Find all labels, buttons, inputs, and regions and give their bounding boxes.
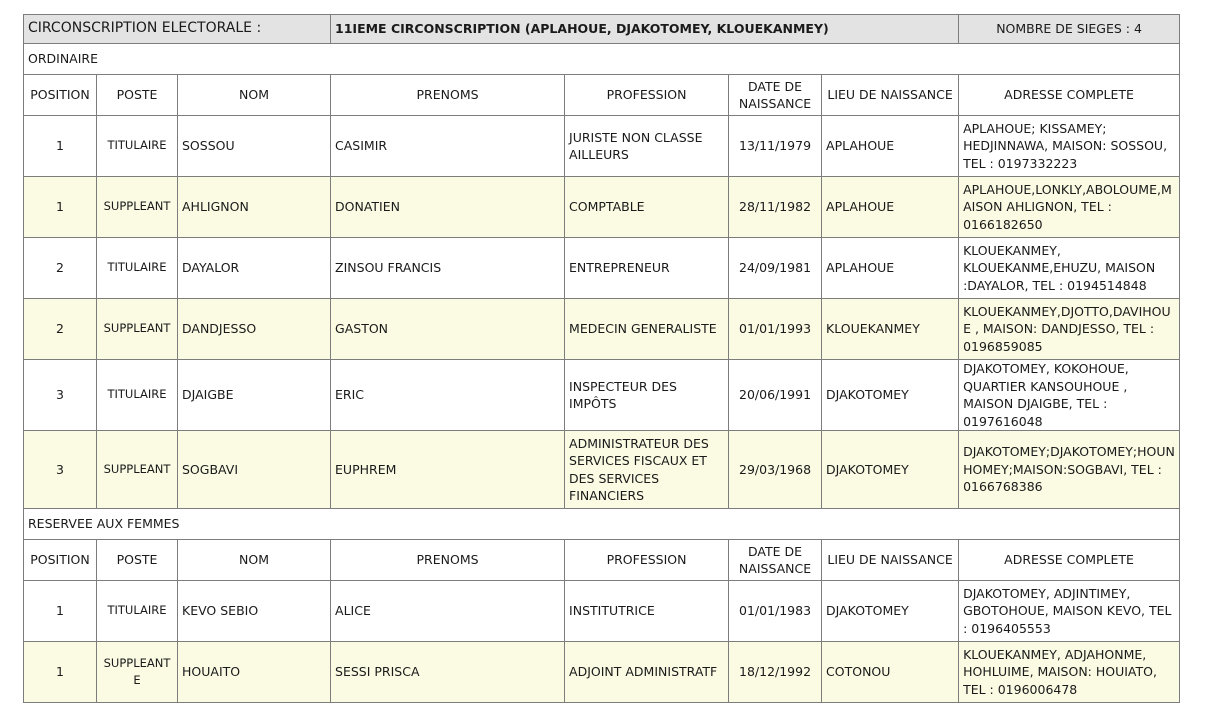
cell-lieu: APLAHOUE bbox=[822, 177, 959, 238]
table-row bbox=[24, 431, 1180, 509]
col-position: POSITION bbox=[24, 540, 97, 581]
table-row bbox=[24, 116, 1180, 177]
col-prenoms: PRENOMS bbox=[331, 75, 565, 116]
col-poste: POSTE bbox=[97, 75, 178, 116]
cell-adresse: KLOUEKANMEY, KLOUEKANME,EHUZU, MAISON :DAYALOR, TEL : 0194514848 bbox=[959, 238, 1180, 299]
col-adresse: ADRESSE COMPLETE bbox=[959, 540, 1180, 581]
section-femmes bbox=[24, 509, 1180, 540]
cell-nom: SOSSOU bbox=[178, 116, 331, 177]
cell-prenoms: ZINSOU FRANCIS bbox=[331, 238, 565, 299]
cell-date: 29/03/1968 bbox=[729, 431, 822, 509]
cell-date: 01/01/1993 bbox=[729, 299, 822, 360]
cell-position: 3 bbox=[24, 360, 97, 431]
column-header-row bbox=[24, 75, 1180, 116]
column-header-row bbox=[24, 540, 1180, 581]
cell-poste: TITULAIRE bbox=[97, 581, 178, 642]
col-date-naissance: DATE DE NAISSANCE bbox=[729, 540, 822, 581]
cell-date: 13/11/1979 bbox=[729, 116, 822, 177]
cell-position: 1 bbox=[24, 177, 97, 238]
table-row bbox=[24, 360, 1180, 431]
cell-prenoms: ERIC bbox=[331, 360, 565, 431]
cell-nom: DJAIGBE bbox=[178, 360, 331, 431]
cell-lieu: COTONOU bbox=[822, 642, 959, 703]
cell-nom: SOGBAVI bbox=[178, 431, 331, 509]
table-row bbox=[24, 581, 1180, 642]
cell-poste: SUPPLEANT bbox=[97, 299, 178, 360]
col-profession: PROFESSION bbox=[565, 75, 729, 116]
section-ordinaire bbox=[24, 44, 1180, 75]
cell-date: 18/12/1992 bbox=[729, 642, 822, 703]
cell-prenoms: GASTON bbox=[331, 299, 565, 360]
col-date-naissance: DATE DE NAISSANCE bbox=[729, 75, 822, 116]
cell-lieu: APLAHOUE bbox=[822, 116, 959, 177]
cell-prenoms: DONATIEN bbox=[331, 177, 565, 238]
candidate-table bbox=[23, 14, 1180, 703]
cell-poste: TITULAIRE bbox=[97, 360, 178, 431]
cell-poste: SUPPLEANT bbox=[97, 431, 178, 509]
cell-nom: KEVO SEBIO bbox=[178, 581, 331, 642]
section-title: RESERVEE AUX FEMMES bbox=[24, 509, 1180, 540]
cell-position: 2 bbox=[24, 238, 97, 299]
cell-profession: ADMINISTRATEUR DES SERVICES FISCAUX ET DES SERVICES FINANCIERS bbox=[565, 431, 729, 509]
cell-profession: JURISTE NON CLASSE AILLEURS bbox=[565, 116, 729, 177]
cell-position: 1 bbox=[24, 642, 97, 703]
cell-poste: TITULAIRE bbox=[97, 116, 178, 177]
cell-nom: DANDJESSO bbox=[178, 299, 331, 360]
cell-adresse: KLOUEKANMEY,DJOTTO,DAVIHOUE , MAISON: DANDJESSO, TEL : 0196859085 bbox=[959, 299, 1180, 360]
cell-prenoms: CASIMIR bbox=[331, 116, 565, 177]
cell-adresse: DJAKOTOMEY, ADJINTIMEY, GBOTOHOUE, MAISON KEVO, TEL : 0196405553 bbox=[959, 581, 1180, 642]
candidate-list-sheet bbox=[23, 14, 1179, 703]
col-prenoms: PRENOMS bbox=[331, 540, 565, 581]
cell-nom: AHLIGNON bbox=[178, 177, 331, 238]
cell-adresse: APLAHOUE; KISSAMEY; HEDJINNAWA, MAISON: SOSSOU, TEL : 0197332223 bbox=[959, 116, 1180, 177]
cell-prenoms: EUPHREM bbox=[331, 431, 565, 509]
cell-prenoms: ALICE bbox=[331, 581, 565, 642]
cell-profession: ADJOINT ADMINISTRATF bbox=[565, 642, 729, 703]
cell-profession: INSTITUTRICE bbox=[565, 581, 729, 642]
cell-profession: INSPECTEUR DES IMPÔTS bbox=[565, 360, 729, 431]
col-lieu-naissance: LIEU DE NAISSANCE bbox=[822, 540, 959, 581]
cell-lieu: DJAKOTOMEY bbox=[822, 581, 959, 642]
cell-lieu: DJAKOTOMEY bbox=[822, 431, 959, 509]
cell-position: 1 bbox=[24, 581, 97, 642]
cell-lieu: APLAHOUE bbox=[822, 238, 959, 299]
table-row bbox=[24, 642, 1180, 703]
table-row bbox=[24, 299, 1180, 360]
col-position: POSITION bbox=[24, 75, 97, 116]
cell-poste: SUPPLEANT bbox=[97, 177, 178, 238]
cell-poste: TITULAIRE bbox=[97, 238, 178, 299]
col-poste: POSTE bbox=[97, 540, 178, 581]
circonscription-label: CIRCONSCRIPTION ELECTORALE : bbox=[24, 15, 331, 44]
cell-nom: HOUAITO bbox=[178, 642, 331, 703]
table-row bbox=[24, 238, 1180, 299]
col-profession: PROFESSION bbox=[565, 540, 729, 581]
seat-count: NOMBRE DE SIEGES : 4 bbox=[959, 15, 1180, 44]
header-row bbox=[24, 15, 1180, 44]
cell-adresse: DJAKOTOMEY, KOKOHOUE, QUARTIER KANSOUHOUE , MAISON DJAIGBE, TEL : 0197616048 bbox=[959, 360, 1180, 431]
col-lieu-naissance: LIEU DE NAISSANCE bbox=[822, 75, 959, 116]
cell-position: 2 bbox=[24, 299, 97, 360]
cell-lieu: KLOUEKANMEY bbox=[822, 299, 959, 360]
cell-prenoms: SESSI PRISCA bbox=[331, 642, 565, 703]
cell-date: 28/11/1982 bbox=[729, 177, 822, 238]
cell-position: 1 bbox=[24, 116, 97, 177]
col-nom: NOM bbox=[178, 75, 331, 116]
circonscription-name: 11IEME CIRCONSCRIPTION (APLAHOUE, DJAKOTOMEY, KLOUEKANMEY) bbox=[331, 15, 959, 44]
cell-profession: ENTREPRENEUR bbox=[565, 238, 729, 299]
section-title: ORDINAIRE bbox=[24, 44, 1180, 75]
cell-lieu: DJAKOTOMEY bbox=[822, 360, 959, 431]
cell-date: 24/09/1981 bbox=[729, 238, 822, 299]
table-row bbox=[24, 177, 1180, 238]
cell-date: 01/01/1983 bbox=[729, 581, 822, 642]
col-adresse: ADRESSE COMPLETE bbox=[959, 75, 1180, 116]
cell-poste: SUPPLEANTE bbox=[97, 642, 178, 703]
cell-profession: MEDECIN GENERALISTE bbox=[565, 299, 729, 360]
cell-nom: DAYALOR bbox=[178, 238, 331, 299]
cell-position: 3 bbox=[24, 431, 97, 509]
cell-adresse: APLAHOUE,LONKLY,ABOLOUME,MAISON AHLIGNON, TEL : 0166182650 bbox=[959, 177, 1180, 238]
cell-profession: COMPTABLE bbox=[565, 177, 729, 238]
cell-adresse: KLOUEKANMEY, ADJAHONME, HOHLUIME, MAISON: HOUIATO, TEL : 0196006478 bbox=[959, 642, 1180, 703]
col-nom: NOM bbox=[178, 540, 331, 581]
cell-date: 20/06/1991 bbox=[729, 360, 822, 431]
cell-adresse: DJAKOTOMEY;DJAKOTOMEY;HOUNHOMEY;MAISON:SOGBAVI, TEL : 0166768386 bbox=[959, 431, 1180, 509]
